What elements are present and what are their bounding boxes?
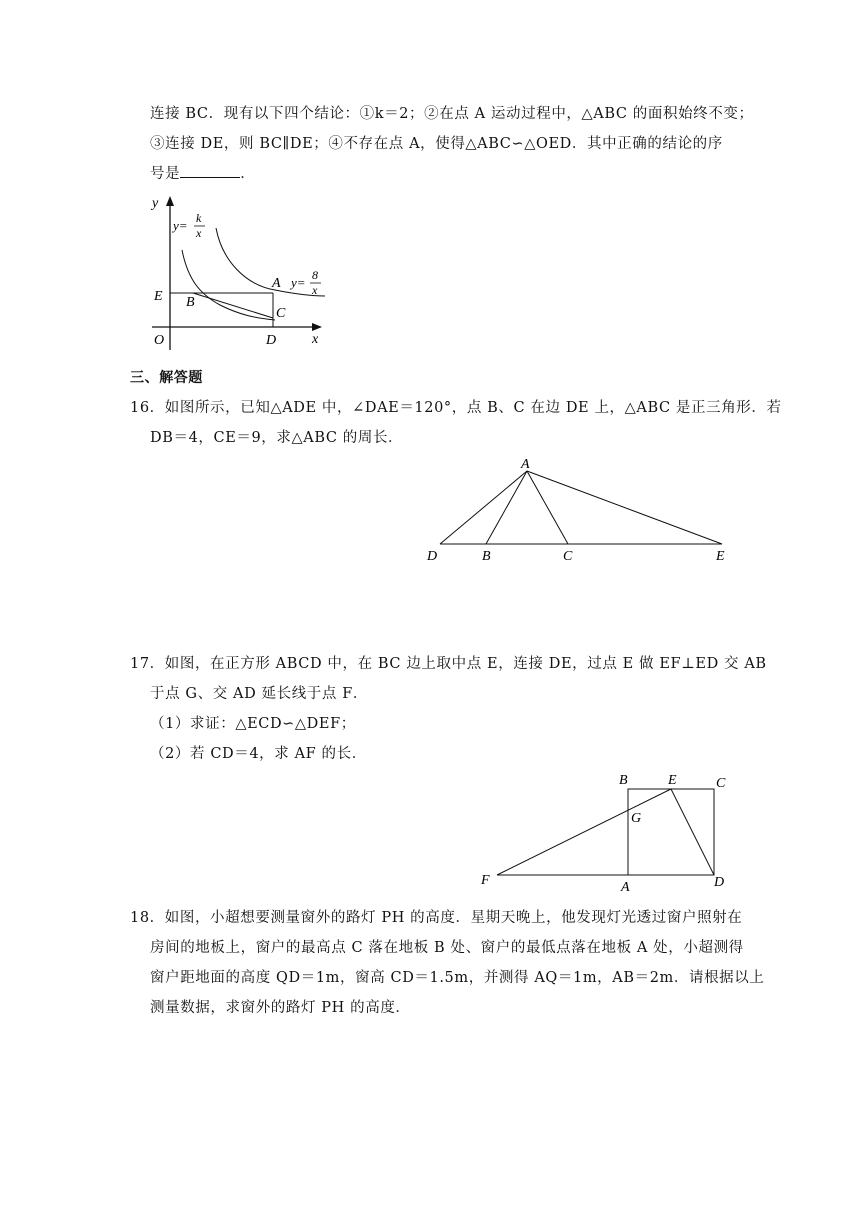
q16-text-line-2: DB＝4，CE＝9，求△ABC 的周长．: [150, 430, 404, 446]
curve-8-label-num: 8: [312, 268, 318, 282]
segment-ED: [671, 789, 714, 875]
segment-AB: [486, 471, 527, 544]
q17-figure: [475, 770, 735, 895]
q15-text-line-2: ③连接 DE，则 BC∥DE；④不存在点 A，使得△ABC∽△OED．其中正确的结论的序: [150, 136, 723, 152]
label-x: x: [312, 332, 319, 347]
q17-text-line-2: 于点 G、交 AD 延长线于点 F．: [150, 686, 368, 702]
q17-part-1: （1）求证：△ECD∽△DEF；: [150, 716, 356, 732]
q15-text-line-1: 连接 BC．现有以下四个结论：①k＝2；②在点 A 运动过程中，△ABC 的面积始终不变；: [150, 106, 754, 122]
segment-FE: [497, 789, 671, 875]
q15-line3-text: 号是: [150, 166, 181, 182]
segment-AD: [440, 471, 527, 544]
label-A: A: [621, 880, 630, 895]
label-D: D: [266, 333, 277, 348]
label-C: C: [563, 549, 573, 564]
label-A: A: [521, 457, 530, 472]
curve-8-label-den: x: [312, 283, 318, 297]
segment-BC: [193, 293, 273, 318]
q15-figure: [140, 190, 340, 350]
label-O: O: [154, 333, 165, 348]
curve-k-label-y: y=: [173, 218, 188, 233]
q18-text-line-2: 房间的地板上，窗户的最高点 C 落在地板 B 处、窗户的最低点落在地板 A 处，小超测得: [150, 940, 744, 956]
q18-text-line-3: 窗户距地面的高度 QD＝1m，窗高 CD＝1.5m，并测得 AQ＝1m，AB＝2m．请根据以上: [150, 970, 765, 986]
q16-figure: [420, 455, 740, 570]
q15-line3-end: ．: [240, 166, 256, 182]
curve-8-over-x: [216, 228, 325, 296]
label-D: D: [714, 875, 725, 890]
label-D: D: [427, 549, 438, 564]
answer-blank: [180, 165, 240, 178]
q16-text-line-1: 16．如图所示，已知△ADE 中，∠DAE＝120°，点 B、C 在边 DE 上，△ABC 是正三角形．若: [130, 400, 782, 416]
square-ABCD: [628, 789, 714, 875]
label-G: G: [631, 811, 642, 826]
label-E: E: [716, 549, 725, 564]
x-axis-arrow: [312, 323, 322, 331]
q15-text-line-3: [150, 164, 255, 184]
curve-k-over-x: [182, 250, 275, 320]
curve-k-label-num: k: [196, 211, 202, 225]
label-B: B: [619, 773, 628, 788]
section-heading: 三、解答题: [130, 370, 203, 386]
y-axis-arrow: [166, 196, 174, 206]
q18-text-line-4: 测量数据，求窗外的路灯 PH 的高度．: [150, 1000, 411, 1016]
curve-k-label-den: x: [196, 226, 202, 240]
curve-8-label-y: y=: [291, 275, 306, 290]
q18-text-line-1: 18．如图，小超想要测量窗外的路灯 PH 的高度．星期天晚上，他发现灯光透过窗户照射在: [130, 910, 743, 926]
segment-AE: [527, 471, 722, 544]
label-C: C: [716, 776, 726, 791]
label-y: y: [152, 196, 159, 211]
label-E: E: [154, 289, 163, 304]
label-A: A: [272, 276, 281, 291]
q17-text-line-1: 17．如图，在正方形 ABCD 中，在 BC 边上取中点 E，连接 DE，过点 E 做 EF⊥ED 交 AB: [130, 656, 767, 672]
label-B: B: [186, 295, 195, 310]
label-B: B: [482, 549, 491, 564]
segment-AC: [527, 471, 568, 544]
label-C: C: [276, 306, 286, 321]
label-E: E: [668, 773, 677, 788]
q17-part-2: （2）若 CD＝4，求 AF 的长．: [150, 746, 367, 762]
label-F: F: [481, 873, 490, 888]
